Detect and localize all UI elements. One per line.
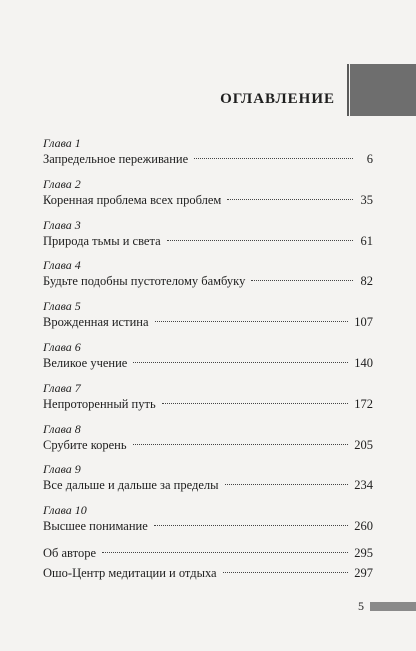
toc-entry[interactable] <box>43 381 373 422</box>
page-ref: 35 <box>360 192 373 207</box>
page-ref: 295 <box>354 545 373 560</box>
chapter-title: Коренная проблема всех проблем <box>43 192 222 207</box>
table-of-contents <box>43 136 373 585</box>
chapter-label: Глава 6 <box>43 339 81 354</box>
dot-leader <box>162 403 349 404</box>
toc-entry[interactable] <box>43 544 373 565</box>
page-number: 5 <box>358 599 364 613</box>
toc-entry[interactable] <box>43 177 373 218</box>
chapter-title: Будьте подобны пустотелому бамбуку <box>43 274 246 289</box>
page-title: ОГЛАВЛЕНИЕ <box>220 91 335 107</box>
page-ref: 6 <box>366 152 373 166</box>
chapter-title: Врожденная истина <box>43 315 149 330</box>
chapter-title: Высшее понимание <box>43 519 148 534</box>
page-ref: 260 <box>354 519 373 534</box>
toc-entry[interactable] <box>43 136 373 177</box>
dot-leader <box>223 572 349 573</box>
dot-leader <box>167 240 353 241</box>
chapter-title: Все дальше и дальше за пределы <box>43 478 219 493</box>
toc-entry[interactable] <box>43 462 373 503</box>
page-ref: 172 <box>354 396 373 411</box>
chapter-label: Глава 3 <box>43 217 81 232</box>
dot-leader <box>225 484 349 485</box>
page-ref: 297 <box>354 566 373 581</box>
dot-leader <box>227 199 353 200</box>
toc-entry[interactable] <box>43 340 373 381</box>
page-ref: 140 <box>354 355 373 370</box>
dot-leader <box>133 362 348 363</box>
corner-block <box>350 64 416 116</box>
dot-leader <box>133 444 349 445</box>
page-ref: 82 <box>360 274 373 289</box>
dot-leader <box>155 321 349 322</box>
dot-leader <box>154 525 349 526</box>
chapter-label: Глава 9 <box>43 462 81 477</box>
toc-entry[interactable] <box>43 422 373 463</box>
chapter-label: Глава 5 <box>43 299 81 314</box>
toc-entry[interactable] <box>43 564 373 585</box>
dot-leader <box>251 280 353 281</box>
toc-entry[interactable] <box>43 258 373 299</box>
entry-title: Ошо-Центр медитации и отдыха <box>43 566 217 581</box>
page-number-strip <box>370 602 416 611</box>
chapter-label: Глава 2 <box>43 176 81 191</box>
chapter-title: Природа тьмы и света <box>43 233 161 248</box>
chapter-label: Глава 7 <box>43 380 81 395</box>
corner-line <box>347 64 349 116</box>
chapter-label: Глава 10 <box>43 503 87 518</box>
page-ref: 205 <box>354 437 373 452</box>
dot-leader <box>194 158 353 159</box>
chapter-label: Глава 4 <box>43 258 81 273</box>
chapter-title: Непроторенный путь <box>43 396 156 411</box>
page-ref: 107 <box>354 315 373 330</box>
chapter-title: Срубите корень <box>43 437 127 452</box>
page-ref: 61 <box>360 233 373 248</box>
toc-entry[interactable] <box>43 503 373 544</box>
entry-title: Об авторе <box>43 545 96 560</box>
toc-entry[interactable] <box>43 218 373 259</box>
toc-entry[interactable] <box>43 299 373 340</box>
chapter-title: Запредельное переживание <box>43 152 189 166</box>
dot-leader <box>102 552 348 553</box>
chapter-label: Глава 8 <box>43 421 81 436</box>
page-ref: 234 <box>354 478 373 493</box>
chapter-title: Великое учение <box>43 355 128 370</box>
chapter-label: Глава 1 <box>43 136 81 150</box>
